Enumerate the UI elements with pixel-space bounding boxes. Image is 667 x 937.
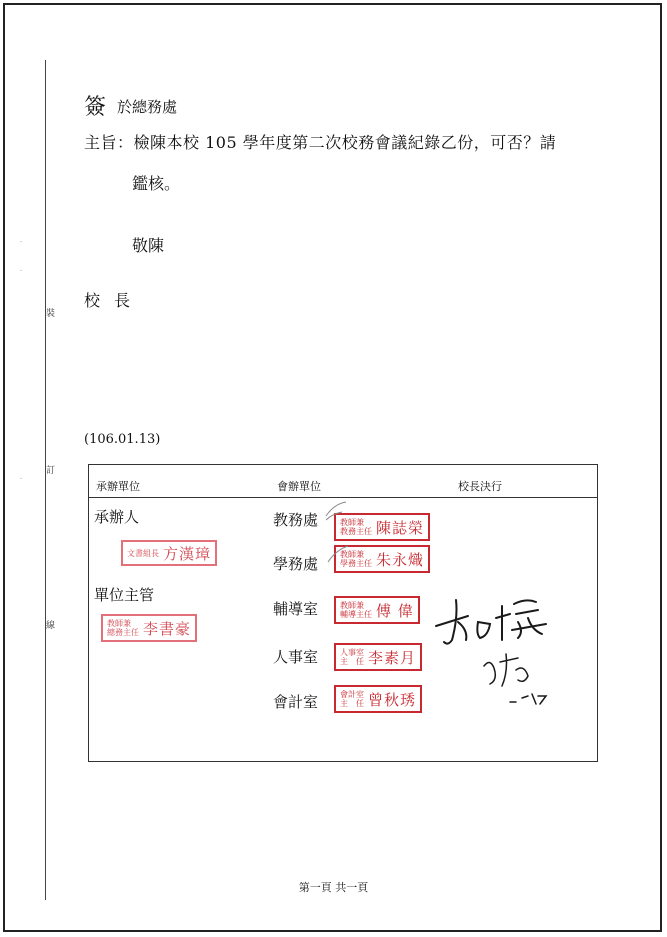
- table-header-divider: [88, 497, 598, 498]
- column-header-co-units: 會辦單位: [277, 480, 321, 493]
- subject-line: 主旨：檢陳本校 105 學年度第二次校務會議紀錄乙份，可否？請: [84, 133, 557, 152]
- seal-name: 朱永熾: [376, 550, 425, 569]
- co-unit-student-affairs: 學務處: [273, 555, 319, 573]
- document-heading: 簽: [84, 95, 107, 120]
- principal-addressee: 校長: [84, 291, 145, 310]
- seal-title: 文書組長: [127, 548, 159, 558]
- heading-office: 於總務處: [117, 98, 178, 116]
- co-unit-seal: [334, 685, 422, 713]
- seal-name: 曾秋琇: [368, 690, 417, 709]
- check-marks: [322, 500, 352, 580]
- scan-speck: ·: [20, 475, 23, 483]
- handler-label: 承辦人: [94, 508, 140, 526]
- co-unit-seal: [334, 643, 422, 671]
- seal-title-line2: 主 任: [340, 657, 364, 666]
- seal-title-line2: 教務主任: [340, 527, 372, 536]
- co-unit-personnel: 人事室: [273, 648, 319, 666]
- page-footer: 第一頁 共一頁: [298, 881, 369, 894]
- seal-title-line1: 教師兼: [340, 550, 364, 559]
- binding-line: [45, 60, 46, 900]
- seal-name: 李素月: [368, 648, 417, 667]
- scan-speck: ·: [20, 267, 23, 275]
- seal-name: 陳誌榮: [376, 518, 425, 537]
- co-unit-accounting: 會計室: [273, 693, 319, 711]
- document-date: (106.01.13): [84, 432, 161, 447]
- binding-mark-zhuang: 裝: [46, 309, 56, 319]
- seal-title-line2: 總務主任: [107, 628, 139, 637]
- supervisor-label: 單位主管: [94, 586, 155, 604]
- seal-title-line1: 會計室: [340, 690, 364, 699]
- seal-title-line2: 學務主任: [340, 559, 372, 568]
- co-unit-academic-affairs: 教務處: [273, 511, 319, 529]
- seal-title-line1: 教師兼: [107, 619, 131, 628]
- seal-name: 方漢璋: [163, 544, 212, 563]
- subject-continuation: 鑑核。: [132, 174, 181, 193]
- seal-title-line1: 教師兼: [340, 601, 364, 610]
- supervisor-seal: [101, 614, 197, 642]
- co-unit-seal: [334, 596, 420, 624]
- handler-seal: [121, 540, 217, 566]
- scan-speck: ·: [20, 238, 23, 246]
- seal-title-line1: 教師兼: [340, 518, 364, 527]
- column-header-principal-decision: 校長決行: [458, 480, 502, 493]
- closing-phrase: 敬陳: [132, 236, 165, 255]
- seal-name: 李書豪: [143, 619, 192, 638]
- co-unit-counseling: 輔導室: [273, 600, 319, 618]
- handwritten-approval-signature: [428, 588, 558, 710]
- column-header-handling-unit: 承辦單位: [96, 480, 140, 493]
- seal-title-line1: 人事室: [340, 648, 364, 657]
- binding-mark-ding: 訂: [46, 466, 56, 476]
- seal-title-line2: 輔導主任: [340, 610, 372, 619]
- seal-title-line2: 主 任: [340, 699, 364, 708]
- binding-mark-xian: 線: [46, 621, 56, 631]
- seal-name: 傅 偉: [376, 601, 414, 620]
